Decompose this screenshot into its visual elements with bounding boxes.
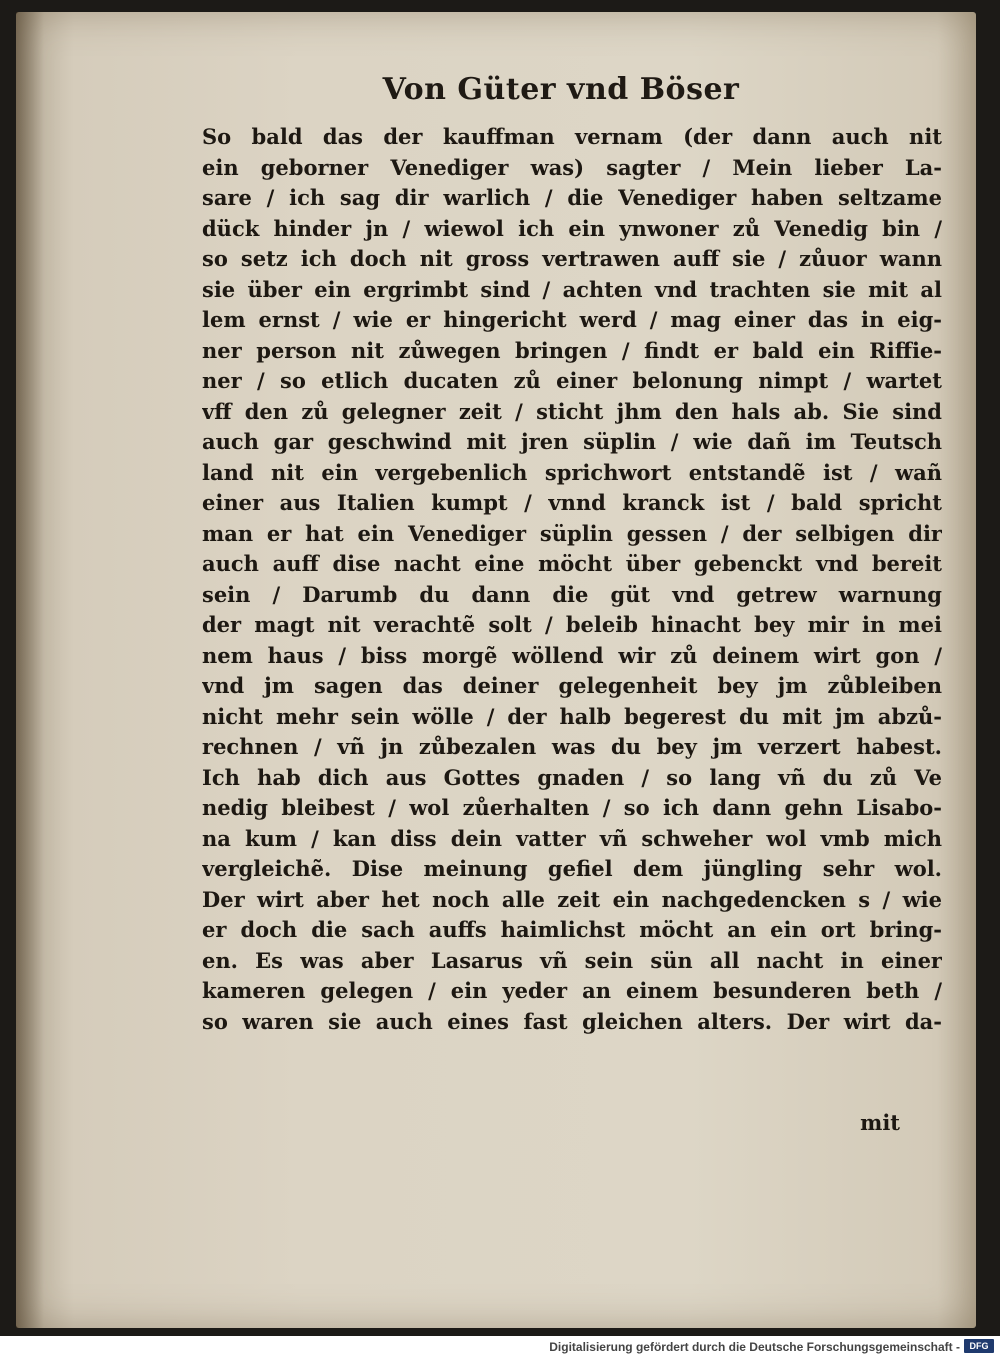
text-line: er doch die sach auffs haimlichst möcht an ein ort bring- bbox=[202, 917, 942, 942]
text-line: vff den zů gelegner zeit / sticht jhm den hals ab. Sie sind bbox=[202, 398, 942, 424]
text-line: lem ernst / wie er hingericht werd / mag einer das in eig- bbox=[202, 307, 942, 332]
text-line: sie über ein ergrimbt sind / achten vnd trachten sie mit al bbox=[202, 276, 942, 302]
text-line: der magt nit verachtẽ solt / beleib hinacht bey mir in mei bbox=[202, 612, 942, 637]
text-line: so waren sie auch eines fast gleichen alters. Der wirt da- bbox=[202, 1008, 942, 1034]
text-line: dück hinder jn / wiewol ich ein ynwoner zů Venedig bin / bbox=[202, 215, 942, 241]
text-line: sein / Darumb du dann die güt vnd getrew warnung bbox=[202, 581, 942, 607]
catchword: mit bbox=[860, 1110, 900, 1135]
text-line: einer aus Italien kumpt / vnnd kranck ist / bald spricht bbox=[202, 490, 942, 515]
text-line: en. Es was aber Lasarus vñ sein sün all nacht in einer bbox=[202, 947, 942, 973]
text-line: ner person nit zůwegen bringen / findt er bald ein Riffie- bbox=[202, 337, 942, 363]
text-line: land nit ein vergebenlich sprichwort entstandẽ ist / wañ bbox=[202, 459, 942, 485]
text-line: Der wirt aber het noch alle zeit ein nachgedencken s / wie bbox=[202, 886, 942, 912]
text-line: nedig bleibest / wol zůerhalten / so ich dann gehn Lisabo- bbox=[202, 795, 942, 820]
text-line: nem haus / biss morgẽ wöllend wir zů deinem wirt gon / bbox=[202, 642, 942, 668]
running-head: Von Güter vnd Böser bbox=[382, 72, 740, 107]
text-line: auch auff dise nacht eine möcht über gebenckt vnd bereit bbox=[202, 551, 942, 576]
text-line: vnd jm sagen das deiner gelegenheit bey jm zůbleiben bbox=[202, 673, 942, 698]
text-line: auch gar geschwind mit jren süplin / wie dañ im Teutsch bbox=[202, 429, 942, 454]
dfg-logo-icon: DFG bbox=[964, 1339, 994, 1353]
text-line: Ich hab dich aus Gottes gnaden / so lang vñ du zů Ve bbox=[202, 764, 942, 790]
text-line: man er hat ein Venediger süplin gessen / der selbigen dir bbox=[202, 520, 942, 546]
text-line: nicht mehr sein wölle / der halb begerest du mit jm abzů- bbox=[202, 703, 942, 729]
body-text bbox=[202, 122, 942, 1037]
text-line: sare / ich sag dir warlich / die Venediger haben seltzame bbox=[202, 185, 942, 210]
footer-bar bbox=[0, 1336, 1000, 1358]
book-page bbox=[16, 12, 976, 1328]
funding-credit: Digitalisierung gefördert durch die Deutsche Forschungsgemeinschaft - bbox=[549, 1340, 960, 1354]
gutter-shadow bbox=[16, 12, 44, 1328]
text-line: so setz ich doch nit gross vertrawen auff sie / zůuor wann bbox=[202, 246, 942, 271]
text-line: ner / so etlich ducaten zů einer belonung nimpt / wartet bbox=[202, 368, 942, 393]
text-line: vergleichẽ. Dise meinung gefiel dem jüngling sehr wol. bbox=[202, 856, 942, 881]
text-line: ein geborner Venediger was) sagter / Mein lieber La- bbox=[202, 154, 942, 180]
text-line: kameren gelegen / ein yeder an einem besunderen beth / bbox=[202, 978, 942, 1003]
text-line: rechnen / vñ jn zůbezalen was du bey jm verzert habest. bbox=[202, 734, 942, 759]
text-line: na kum / kan diss dein vatter vñ schweher wol vmb mich bbox=[202, 825, 942, 851]
text-line: So bald das der kauffman vernam (der dann auch nit bbox=[202, 124, 942, 149]
